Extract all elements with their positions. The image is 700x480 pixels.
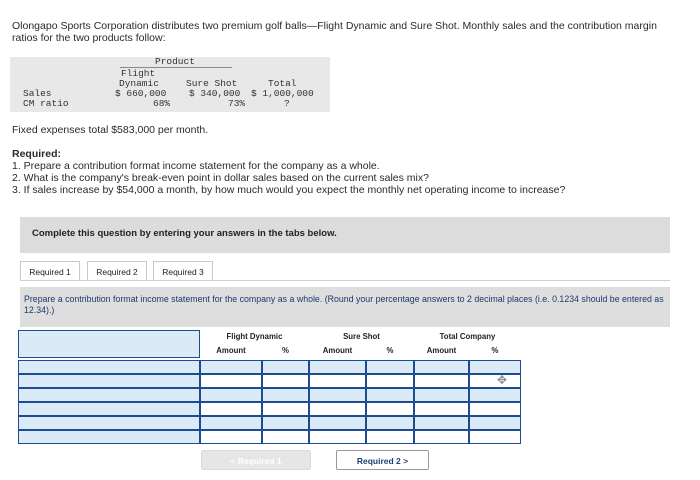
flight-amount-input[interactable]: [200, 374, 262, 388]
sub-amount: Amount: [426, 346, 457, 355]
row-label-input[interactable]: [18, 374, 200, 388]
flight-pct-input[interactable]: [262, 416, 309, 430]
col-flight-line2: Dynamic: [119, 78, 159, 89]
col-sure-shot: Sure Shot: [186, 78, 238, 89]
group-flight-dynamic: Flight Dynamic: [226, 332, 283, 341]
move-icon[interactable]: ✥: [497, 373, 508, 387]
row-label-input[interactable]: [18, 430, 200, 444]
cm-flight: 68%: [153, 98, 171, 109]
table-row: [18, 360, 521, 374]
sub-pct: %: [386, 346, 394, 355]
table-row: [18, 374, 521, 388]
income-statement-table: [18, 330, 521, 446]
tab-required-3[interactable]: Required 3: [153, 261, 213, 281]
sure-pct-input[interactable]: [366, 416, 414, 430]
sure-pct-input[interactable]: [366, 430, 414, 444]
sure-pct-input[interactable]: [366, 360, 414, 374]
group-total-company: Total Company: [439, 332, 496, 341]
sales-total: $ 1,000,000: [251, 88, 314, 99]
sure-pct-input[interactable]: [366, 388, 414, 402]
flight-pct-input[interactable]: [262, 360, 309, 374]
required-heading: Required:: [12, 148, 62, 160]
flight-pct-input[interactable]: [262, 430, 309, 444]
row-label-input[interactable]: [18, 360, 200, 374]
flight-amount-input[interactable]: [200, 416, 262, 430]
flight-pct-input[interactable]: [262, 374, 309, 388]
required-item: 1. Prepare a contribution format income statement for the company as a whole.: [12, 160, 380, 172]
total-amount-input[interactable]: [414, 402, 469, 416]
total-amount-input[interactable]: [414, 388, 469, 402]
row-label-input[interactable]: [18, 402, 200, 416]
sales-flight: $ 660,000: [115, 88, 167, 99]
table-row: [18, 416, 521, 430]
flight-pct-input[interactable]: [262, 388, 309, 402]
row-cm-label: CM ratio: [23, 98, 69, 109]
sure-pct-input[interactable]: [366, 374, 414, 388]
flight-amount-input[interactable]: [200, 430, 262, 444]
total-amount-input[interactable]: [414, 374, 469, 388]
instructions-banner: [20, 217, 670, 253]
prev-button[interactable]: < Required 1: [201, 450, 311, 470]
sure-amount-input[interactable]: [309, 388, 366, 402]
fixed-expenses: Fixed expenses total $583,000 per month.: [12, 124, 209, 136]
table-row: [18, 430, 521, 444]
next-button[interactable]: Required 2 >: [336, 450, 429, 470]
sure-amount-input[interactable]: [309, 374, 366, 388]
col-flight-line1: Flight: [121, 68, 156, 79]
sure-pct-input[interactable]: [366, 402, 414, 416]
tab-required-2[interactable]: Required 2: [87, 261, 147, 281]
flight-amount-input[interactable]: [200, 388, 262, 402]
flight-amount-input[interactable]: [200, 402, 262, 416]
required-item: 3. If sales increase by $54,000 a month, by how much would you expect the monthly net operating income to increase?: [12, 184, 566, 196]
cm-sure-shot: 73%: [228, 98, 246, 109]
tab-divider: [20, 280, 670, 281]
row-label-input[interactable]: [18, 416, 200, 430]
sub-amount: Amount: [216, 346, 246, 355]
row-label-input[interactable]: [18, 388, 200, 402]
table-row: [18, 402, 521, 416]
total-amount-input[interactable]: [414, 360, 469, 374]
prompt-panel: [20, 287, 670, 327]
prompt-text: Prepare a contribution format income statement for the company as a whole. (Round your percentage answers to 2 decimal places (i.e. 0.1234 should be entered as 12.34).): [24, 294, 664, 315]
sure-amount-input[interactable]: [309, 430, 366, 444]
col-total: Total: [268, 78, 297, 89]
table-row: [18, 388, 521, 402]
total-amount-input[interactable]: [414, 416, 469, 430]
sub-amount: Amount: [322, 346, 353, 355]
sure-amount-input[interactable]: [309, 416, 366, 430]
banner-text: Complete this question by entering your answers in the tabs below.: [32, 228, 337, 239]
flight-pct-input[interactable]: [262, 402, 309, 416]
total-pct-input[interactable]: [469, 416, 521, 430]
total-pct-input[interactable]: [469, 374, 521, 388]
sure-amount-input[interactable]: [309, 360, 366, 374]
required-list: [12, 160, 565, 196]
total-pct-input[interactable]: [469, 388, 521, 402]
total-amount-input[interactable]: [414, 430, 469, 444]
sales-sure-shot: $ 340,000: [189, 88, 241, 99]
sub-pct: %: [491, 346, 499, 355]
total-pct-input[interactable]: [469, 402, 521, 416]
cm-total: ?: [284, 98, 290, 109]
tab-required-1[interactable]: Required 1: [20, 261, 80, 281]
group-sure-shot: Sure Shot: [343, 332, 380, 341]
total-pct-input[interactable]: [469, 360, 521, 374]
product-header: Product: [155, 56, 195, 67]
sub-pct: %: [282, 346, 289, 355]
sure-amount-input[interactable]: [309, 402, 366, 416]
intro-text: Olongapo Sports Corporation distributes two premium golf balls—Flight Dynamic and Sure Shot. Monthly sales and the contribution margin ratios for the two products follow:: [12, 20, 657, 44]
required-item: 2. What is the company's break-even point in dollar sales based on the current sales mix?: [12, 172, 429, 184]
row-sales-label: Sales: [23, 88, 52, 99]
flight-amount-input[interactable]: [200, 360, 262, 374]
total-pct-input[interactable]: [469, 430, 521, 444]
